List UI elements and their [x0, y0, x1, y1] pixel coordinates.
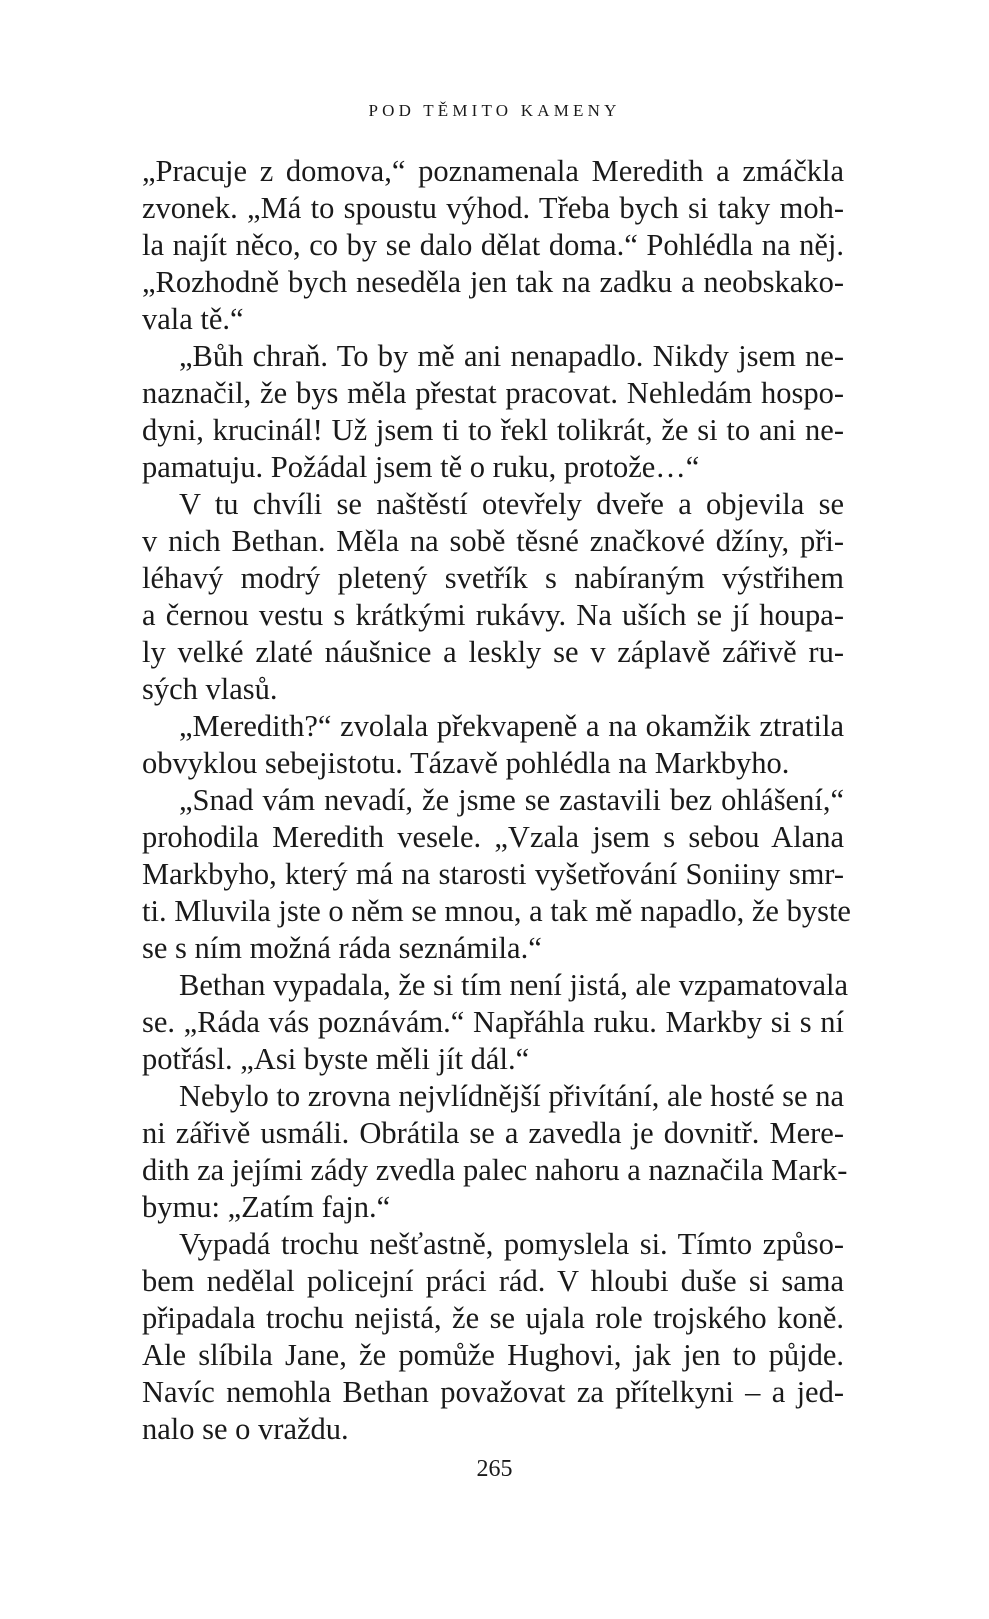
text-line: vala tě.“: [142, 302, 244, 336]
text-line: „Rozhodně bych neseděla jen tak na zadku a neobskako-: [142, 265, 844, 299]
text-line: bymu: „Zatím fajn.“: [142, 1190, 391, 1224]
text-line: sých vlasů.: [142, 672, 278, 706]
text-line: bem nedělal policejní práci rád. V hloubi duše si sama: [142, 1264, 844, 1298]
text-line: prohodila Meredith vesele. „Vzala jsem s sebou Alana: [142, 820, 844, 854]
text-line: se. „Ráda vás poznávám.“ Napřáhla ruku. Markby si s ní: [142, 1005, 844, 1039]
text-line: Bethan vypadala, že si tím není jistá, ale vzpamatovala: [179, 968, 849, 1002]
text-line: V tu chvíli se naštěstí otevřely dveře a objevila se: [179, 487, 844, 521]
text-line: zvonek. „Má to spoustu výhod. Třeba bych si taky moh-: [142, 191, 844, 225]
text-line: dyni, krucinál! Už jsem ti to řekl tolikrát, že si to ani ne-: [142, 413, 844, 447]
text-line: ly velké zlaté náušnice a leskly se v záplavě zářivě ru-: [142, 635, 844, 669]
body-text: [142, 153, 851, 1448]
text-line: „Pracuje z domova,“ poznamenala Meredith a zmáčkla: [142, 154, 844, 188]
text-line: „Meredith?“ zvolala překvapeně a na okamžik ztratila: [179, 709, 844, 743]
text-line: ni zářivě usmáli. Obrátila se a zavedla je dovnitř. Mere-: [142, 1116, 844, 1150]
text-line: se s ním možná ráda seznámila.“: [142, 931, 542, 965]
text-line: obvyklou sebejistotu. Tázavě pohlédla na Markbyho.: [142, 746, 790, 780]
text-line: dith za jejími zády zvedla palec nahoru a naznačila Mark-: [142, 1153, 848, 1187]
text-line: a černou vestu s krátkými rukávy. Na uších se jí houpa-: [142, 598, 844, 632]
text-line: připadala trochu nejistá, že se ujala role trojského koně.: [142, 1301, 844, 1335]
text-line: pamatuju. Požádal jsem tě o ruku, protože…“: [142, 450, 700, 484]
text-line: potřásl. „Asi byste měli jít dál.“: [142, 1042, 530, 1076]
text-line: Markbyho, který má na starosti vyšetřování Soniiny smr-: [142, 857, 844, 891]
text-line: Navíc nemohla Bethan považovat za přítelkyni – a jed-: [142, 1375, 844, 1409]
text-line: léhavý modrý pletený svetřík s nabíraným výstřihem: [142, 561, 844, 595]
page-number: 265: [476, 1456, 513, 1482]
text-line: Ale slíbila Jane, že pomůže Hughovi, jak jen to půjde.: [142, 1338, 844, 1372]
text-line: naznačil, že bys měla přestat pracovat. Nehledám hospo-: [142, 376, 844, 410]
text-line: nalo se o vraždu.: [142, 1412, 349, 1446]
text-line: Vypadá trochu nešťastně, pomyslela si. Tímto způso-: [179, 1227, 844, 1261]
text-line: „Bůh chraň. To by mě ani nenapadlo. Nikdy jsem ne-: [179, 339, 844, 373]
text-line: „Snad vám nevadí, že jsme se zastavili bez ohlášení,“: [179, 783, 844, 817]
text-line: Nebylo to zrovna nejvlídnější přivítání, ale hosté se na: [179, 1079, 844, 1113]
text-line: v nich Bethan. Měla na sobě těsné značkové džíny, při-: [142, 524, 844, 558]
running-head: POD TĚMITO KAMENY: [368, 101, 621, 120]
text-line: ti. Mluvila jste o něm se mnou, a tak mě napadlo, že byste: [142, 894, 851, 928]
text-line: la najít něco, co by se dalo dělat doma.“ Pohlédla na něj.: [142, 228, 844, 262]
